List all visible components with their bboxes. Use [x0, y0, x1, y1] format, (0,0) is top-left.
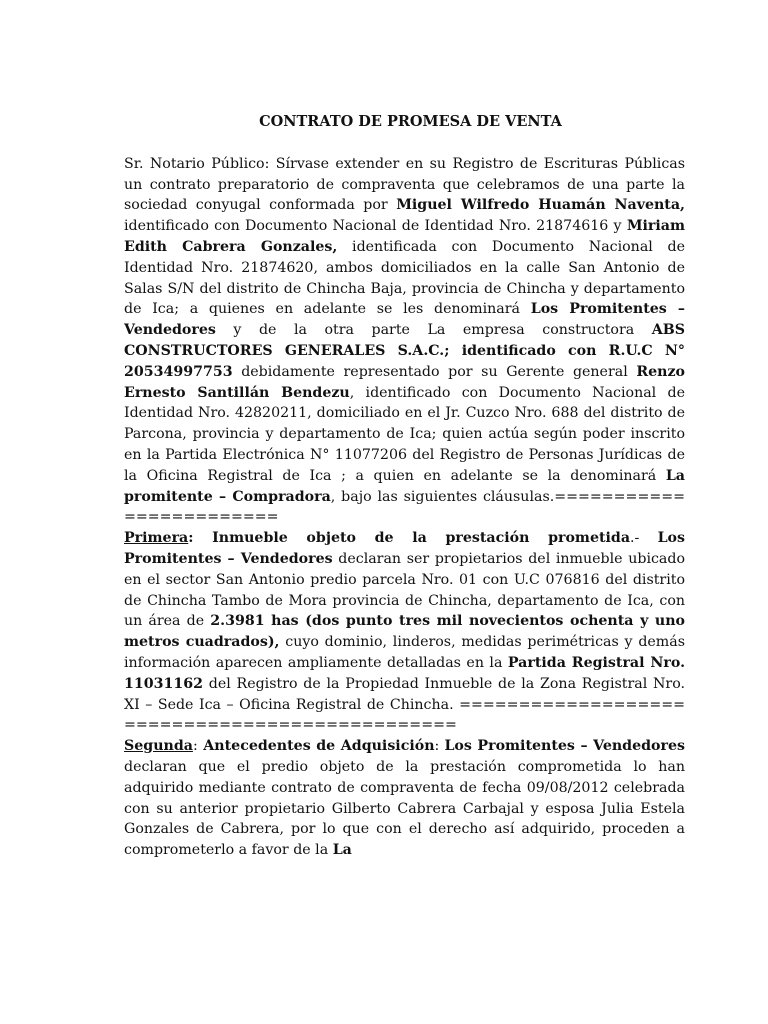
intro-text: Sr. Notario Público: Sírvase extender en su Registro de Escrituras Públicas un contrato preparatorio de compraventa que celebramos de una parte la sociedad conyugal conformada por — [124, 155, 685, 214]
clause-number: Segunda — [124, 738, 193, 755]
sellers-label: Los Promitentes – Vendedores — [124, 301, 685, 339]
sellers-label: Los Promitentes – Vendedores — [124, 530, 685, 567]
separator-line: =============================================== — [124, 696, 685, 734]
intro-text: identificada con Documento Nacional de Identidad Nro. 21874620, ambos domiciliados en la calle San Antonio de Salas S/N del distrito de Chincha Baja, provincia de Chincha y departamento de Ica; a quienes en adelante se les denominará — [124, 238, 685, 318]
trailing-bold-text: La — [332, 842, 352, 859]
clause-segunda — [124, 736, 685, 861]
intro-text: , identificado con Documento Nacional de Identidad Nro. 42820211, domiciliado en el Jr. Cuzco Nro. 688 del distrito de Parcona, provincia y departamento de Ica; quien actúa según poder inscrito en la Partida Electrónica N° 11077206 del Registro de Personas Jurídicas de la Oficina Registral de Ica ; a quien en adelante se la denominará — [124, 384, 685, 484]
company-name: ABS CONSTRUCTORES GENERALES S.A.C.; identificado con R.U.C N° 20534997753 — [124, 322, 685, 380]
clause-text: declaran que el predio objeto de la prestación comprometida lo han adquirido mediante contrato de compraventa de fecha 09/08/2012 celebrada con su anterior propietario Gilberto Cabrera Carbajal y esposa Julia Estela Gonzales de Cabrera, por lo que con el derecho así adquirido, proceden a comprometerlo a favor de la — [124, 758, 685, 859]
clause-text: .- — [630, 530, 658, 547]
clause-heading: Inmueble objeto de la prestación prometida — [193, 530, 631, 547]
intro-text: y de la otra parte La empresa constructora — [215, 322, 652, 339]
document-page — [124, 112, 685, 861]
clause-colon: : — [192, 738, 198, 755]
clause-primera — [124, 528, 685, 736]
seller2-name: Miriam Edith Cabrera Gonzales, — [124, 218, 685, 255]
clause-text: cuyo dominio, linderos, medidas perimétricas y demás información aparecen ampliamente detalladas en la — [124, 634, 685, 671]
registry-number: Partida Registral Nro. 11031162 — [124, 654, 686, 692]
intro-text: debidamente representado por su Gerente general — [232, 363, 637, 380]
document-title: CONTRATO DE PROMESA DE VENTA — [259, 113, 562, 130]
clause-text: del Registro de la Propiedad Inmueble de la Zona Registral Nro. XI – Sede Ica – Oficina Registral de Chincha. — [124, 675, 685, 713]
property-area: 2.3981 has (dos punto tres mil novecientos ochenta y uno metros cuadrados), — [124, 613, 685, 651]
clause-heading: Antecedentes de Adquisición — [197, 738, 435, 755]
seller1-name: Miguel Wilfredo Huamán Naventa, — [396, 197, 685, 214]
sellers-label: Los Promitentes – Vendedores — [444, 738, 685, 755]
intro-text: identificado con Documento Nacional de Identidad Nro. 21874616 y — [124, 218, 627, 235]
buyer-label: La promitente – Compradora — [124, 467, 685, 505]
clause-colon: : — [188, 530, 194, 547]
intro-text: , bajo las siguientes cláusulas.======================== — [124, 488, 685, 526]
manager-name: Renzo Ernesto Santillán Bendezu — [124, 363, 685, 401]
clause-text: : — [434, 738, 445, 755]
clause-number: Primera — [124, 530, 189, 547]
clause-text: declaran ser propietarios del inmueble ubicado en el sector San Antonio predio parcela Nro. 01 con U.C 076816 del distrito de Chincha Tambo de Mora provincia de Chincha, departamento de Ica, con un área de — [124, 550, 686, 630]
intro-paragraph — [124, 154, 685, 528]
